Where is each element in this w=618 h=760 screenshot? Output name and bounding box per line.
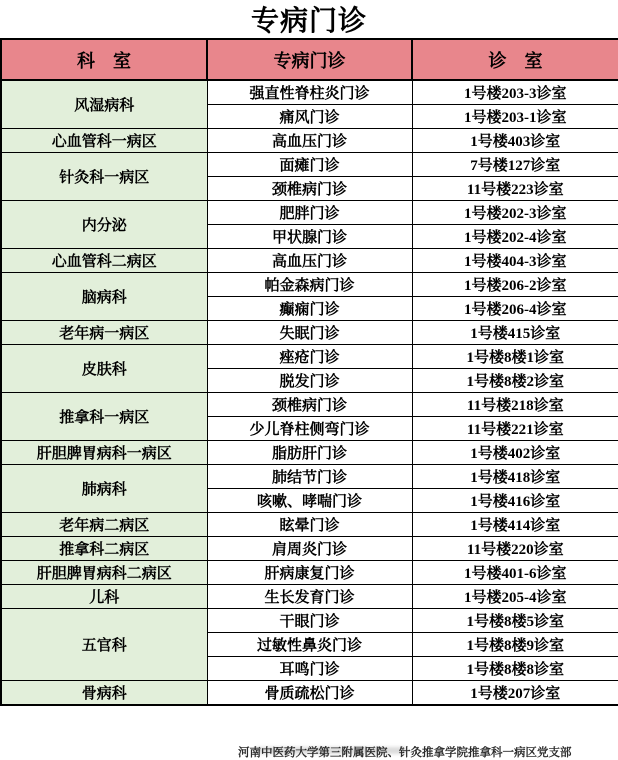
room-cell: 11号楼223诊室: [412, 177, 618, 201]
clinic-name-cell: 肥胖门诊: [207, 201, 412, 225]
clinic-name-cell: 脱发门诊: [207, 369, 412, 393]
room-cell: 1号楼8楼8诊室: [412, 657, 618, 681]
clinic-table-body: [1, 80, 618, 705]
department-cell: 肺病科: [1, 465, 207, 513]
clinic-name-cell: 痛风门诊: [207, 105, 412, 129]
clinic-name-cell: 颈椎病门诊: [207, 393, 412, 417]
specialty-clinic-table: [0, 38, 618, 706]
room-cell: 11号楼221诊室: [412, 417, 618, 441]
header-department: 科 室: [1, 39, 207, 80]
clinic-name-cell: 颈椎病门诊: [207, 177, 412, 201]
table-row: [1, 201, 618, 225]
room-cell: 1号楼205-4诊室: [412, 585, 618, 609]
department-cell: 内分泌: [1, 201, 207, 249]
clinic-name-cell: 甲状腺门诊: [207, 225, 412, 249]
clinic-name-cell: 强直性脊柱炎门诊: [207, 80, 412, 105]
room-cell: 1号楼416诊室: [412, 489, 618, 513]
department-cell: 皮肤科: [1, 345, 207, 393]
room-cell: 1号楼8楼2诊室: [412, 369, 618, 393]
clinic-name-cell: 痤疮门诊: [207, 345, 412, 369]
department-cell: 五官科: [1, 609, 207, 681]
clinic-name-cell: 肺结节门诊: [207, 465, 412, 489]
department-cell: 肝胆脾胃病科二病区: [1, 561, 207, 585]
room-cell: 1号楼207诊室: [412, 681, 618, 706]
clinic-name-cell: 干眼门诊: [207, 609, 412, 633]
room-cell: 1号楼415诊室: [412, 321, 618, 345]
room-cell: 1号楼8楼9诊室: [412, 633, 618, 657]
page-title: 专病门诊: [250, 6, 367, 37]
title-bar: [0, 0, 618, 38]
clinic-name-cell: 过敏性鼻炎门诊: [207, 633, 412, 657]
room-cell: 1号楼203-1诊室: [412, 105, 618, 129]
table-row: [1, 393, 618, 417]
room-cell: 1号楼203-3诊室: [412, 80, 618, 105]
clinic-name-cell: 高血压门诊: [207, 249, 412, 273]
table-row: [1, 273, 618, 297]
table-header: [1, 39, 618, 80]
room-cell: 1号楼8楼1诊室: [412, 345, 618, 369]
table-row: [1, 609, 618, 633]
table-row: [1, 561, 618, 585]
department-cell: 风湿病科: [1, 80, 207, 129]
clinic-name-cell: 高血压门诊: [207, 129, 412, 153]
department-cell: 儿科: [1, 585, 207, 609]
room-cell: 1号楼403诊室: [412, 129, 618, 153]
header-room: 诊 室: [412, 39, 618, 80]
department-cell: 推拿科二病区: [1, 537, 207, 561]
clinic-name-cell: 耳鸣门诊: [207, 657, 412, 681]
room-cell: 11号楼220诊室: [412, 537, 618, 561]
clinic-name-cell: 骨质疏松门诊: [207, 681, 412, 706]
clinic-name-cell: 失眠门诊: [207, 321, 412, 345]
department-cell: 心血管科一病区: [1, 129, 207, 153]
room-cell: 1号楼402诊室: [412, 441, 618, 465]
clinic-name-cell: 癫痫门诊: [207, 297, 412, 321]
clinic-name-cell: 生长发育门诊: [207, 585, 412, 609]
table-row: [1, 345, 618, 369]
department-cell: 老年病一病区: [1, 321, 207, 345]
clinic-name-cell: 脂肪肝门诊: [207, 441, 412, 465]
clinic-name-cell: 肝病康复门诊: [207, 561, 412, 585]
table-row: [1, 129, 618, 153]
clinic-name-cell: 咳嗽、哮喘门诊: [207, 489, 412, 513]
hospital-watermark: 河南中医药大学第三附属医院、针灸推拿学院推拿科一病区党支部: [238, 747, 572, 759]
room-cell: 1号楼418诊室: [412, 465, 618, 489]
room-cell: 1号楼206-4诊室: [412, 297, 618, 321]
room-cell: 1号楼8楼5诊室: [412, 609, 618, 633]
clinic-name-cell: 帕金森病门诊: [207, 273, 412, 297]
room-cell: 1号楼401-6诊室: [412, 561, 618, 585]
header-row: [1, 39, 618, 80]
clinic-name-cell: 肩周炎门诊: [207, 537, 412, 561]
table-row: [1, 513, 618, 537]
department-cell: 肝胆脾胃病科一病区: [1, 441, 207, 465]
department-cell: 推拿科一病区: [1, 393, 207, 441]
room-cell: 11号楼218诊室: [412, 393, 618, 417]
clinic-name-cell: 眩晕门诊: [207, 513, 412, 537]
room-cell: 1号楼206-2诊室: [412, 273, 618, 297]
room-cell: 7号楼127诊室: [412, 153, 618, 177]
table-row: [1, 153, 618, 177]
room-cell: 1号楼202-3诊室: [412, 201, 618, 225]
department-cell: 心血管科二病区: [1, 249, 207, 273]
room-cell: 1号楼202-4诊室: [412, 225, 618, 249]
table-row: [1, 249, 618, 273]
department-cell: 针灸科一病区: [1, 153, 207, 201]
room-cell: 1号楼414诊室: [412, 513, 618, 537]
department-cell: 脑病科: [1, 273, 207, 321]
table-row: [1, 585, 618, 609]
department-cell: 老年病二病区: [1, 513, 207, 537]
department-cell: 骨病科: [1, 681, 207, 706]
table-row: [1, 321, 618, 345]
room-cell: 1号楼404-3诊室: [412, 249, 618, 273]
table-row: [1, 80, 618, 105]
clinic-name-cell: 面瘫门诊: [207, 153, 412, 177]
table-row: [1, 681, 618, 706]
table-row: [1, 441, 618, 465]
table-row: [1, 537, 618, 561]
header-clinic: 专病门诊: [207, 39, 412, 80]
table-row: [1, 465, 618, 489]
clinic-name-cell: 少儿脊柱侧弯门诊: [207, 417, 412, 441]
